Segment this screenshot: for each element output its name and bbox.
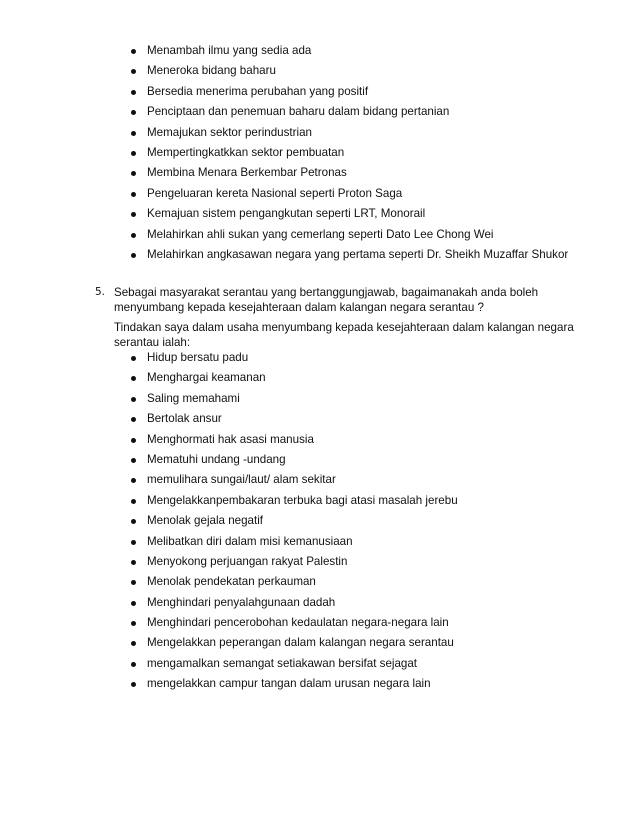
bullet-icon [131, 438, 136, 443]
bullet-icon [131, 356, 136, 361]
document-page: Menambah ilmu yang sedia ada Meneroka bidang baharu Bersedia menerima perubahan yang positif Penciptaan dan penemuan baharu dalam bidang pertanian Memajukan sektor perindustrian Mempertingkatkkan sektor pembuatan Membina Menara Berkembar Petronas Pengeluaran kereta Nasional seperti Proton Saga Kemajuan sistem pengangkutan seperti LRT, Monorail Melahirkan ahli sukan yang cemerlang seperti Dato Lee Chong Wei Melahirkan angkasawan negara yang pertama seperti Dr. Sheikh Muzaffar Shukor 5. Sebagai masyarakat serantau yang bertanggungjawab, bagaimanakah anda boleh menyumbang kepada kesejahteraan dalam kalangan negara serantau ? Tindakan saya dalam usaha menyumbang kepada kesejahteraan dalam kalangan negara serantau ialah: Hidup bersatu padu Menghargai keamanan Saling memahami Bertolak ansur Menghormati hak asasi manusia Mematuhi undang -undang memulihara sungai/laut/ alam sekitar Mengelakkanpembakaran terbuka bagi atasi masalah jerebu Menolak gejala negatif Melibatkan diri dalam misi kemanusiaan Menyokong perjuangan rakyat Palestin Menolak pendekatan perkauman Menghindari penyalahgunaan dadah Menghindari pencerobohan kedaulatan negara-negara lain Mengelakkan peperangan dalam kalangan negara serantau mengamalkan semangat setiakawan bersifat sejagat mengelakkan campur tangan dalam urusan negara lain [95, 44, 574, 691]
bullet-icon [131, 131, 136, 136]
bullet-icon [131, 49, 136, 54]
answer-intro: Tindakan saya dalam usaha menyumbang kepada kesejahteraan dalam kalangan negara serantau ialah: [114, 321, 574, 349]
bullet-icon [131, 417, 136, 422]
bullet-icon [131, 580, 136, 585]
bullet-icon [131, 397, 136, 402]
bullet-icon [131, 601, 136, 606]
bullet-icon [131, 212, 136, 217]
bullet-icon [131, 621, 136, 626]
question-text: Sebagai masyarakat serantau yang bertanggungjawab, bagaimanakah anda boleh menyumbang kepada kesejahteraan dalam kalangan negara serantau ? [114, 286, 539, 314]
bullet-icon [131, 641, 136, 646]
bullet-icon [131, 458, 136, 463]
bullet-icon [131, 69, 136, 74]
bullet-icon [131, 171, 136, 176]
bullet-icon [131, 540, 136, 545]
bullet-icon [131, 192, 136, 197]
bullet-icon [131, 233, 136, 238]
bullet-icon [131, 662, 136, 667]
bullet-icon [131, 682, 136, 687]
bullet-icon [131, 110, 136, 115]
bullet-icon [131, 499, 136, 504]
bullet-icon [131, 478, 136, 483]
question-number: 5. [95, 286, 106, 298]
bullet-icon [131, 560, 136, 565]
bullet-icon [131, 253, 136, 258]
bullet-icon [131, 519, 136, 524]
bullet-icon [131, 90, 136, 95]
bullet-icon [131, 151, 136, 156]
bullet-icon [131, 376, 136, 381]
